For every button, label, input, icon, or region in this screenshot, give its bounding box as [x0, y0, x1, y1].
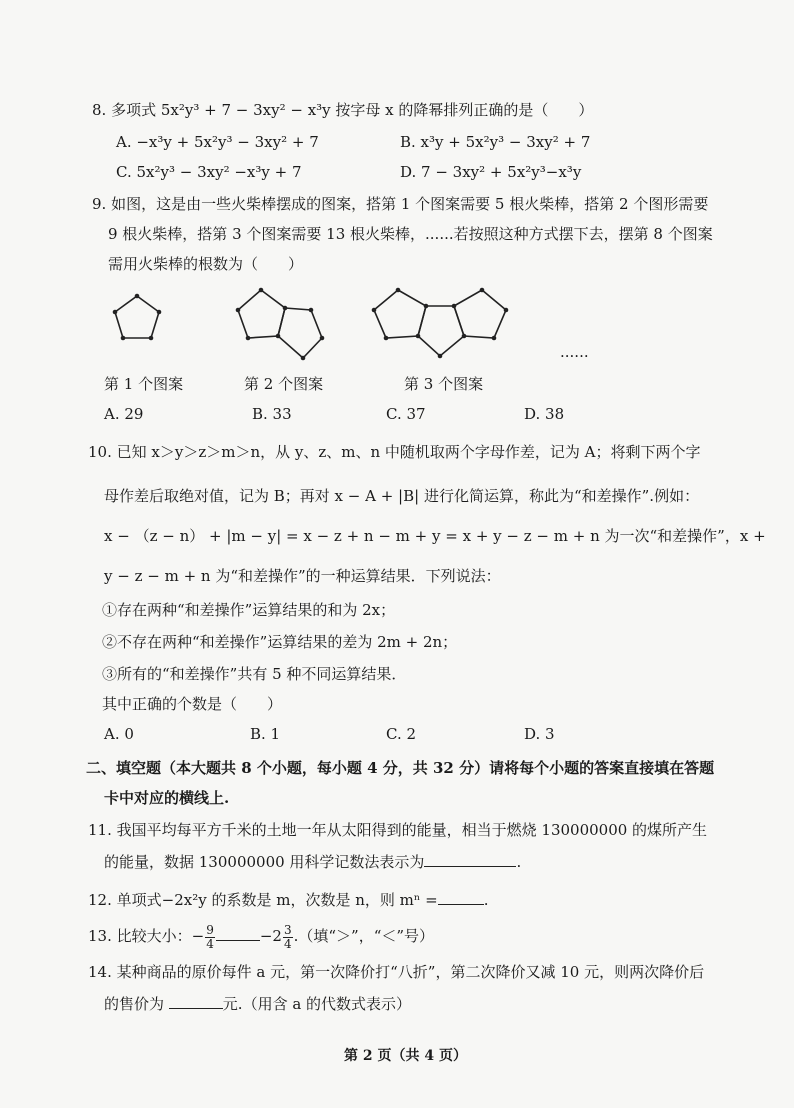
q9-option-c: C. 37: [386, 405, 426, 423]
q10-question: 其中正确的个数是（ ）: [102, 695, 283, 713]
page-footer: 第 2 页（共 4 页）: [344, 1048, 467, 1064]
q9-stem-line2: 9 根火柴棒，搭第 3 个图案需要 13 根火柴棒，......若按照这种方式摆下去，摆第 8 个图案: [108, 225, 713, 243]
pattern3-pentagon-right: [454, 290, 506, 338]
q9-figure-label-1: 第 1 个图案: [104, 375, 184, 393]
q8-stem: 8. 多项式 5x²y³ + 7 − 3xy² − x³y 按字母 x 的降幂排列正确的是（ ）: [92, 101, 594, 119]
q9-figure-label-2: 第 2 个图案: [244, 375, 324, 393]
q9-option-d: D. 38: [524, 405, 565, 423]
q8-option-d: D. 7 − 3xy² + 5x²y³−x³y: [400, 163, 582, 181]
q10-line3: x − （z − n） + |m − y| = x − z + n − m + y = x + y − z − m + n 为一次“和差操作”，x +: [104, 527, 766, 545]
pattern2-pentagon-up: [238, 290, 285, 338]
pattern1-pentagon: [115, 296, 159, 338]
section2-heading-line1: 二、填空题（本大题共 8 个小题，每小题 4 分，共 32 分）请将每个小题的答案直接填在答题: [86, 759, 715, 777]
q14-line2: [104, 994, 411, 1014]
q9-pattern-figure: [90, 280, 590, 380]
q11-answer-blank[interactable]: [424, 852, 516, 867]
q13-text: 13. 比较大小：−: [88, 927, 205, 945]
q13-answer-blank[interactable]: [216, 926, 260, 941]
section2-heading-line2: 卡中对应的横线上.: [104, 789, 230, 807]
q10-option-d: D. 3: [524, 725, 555, 743]
q14-answer-blank[interactable]: [169, 994, 223, 1009]
q10-statement-1: ①存在两种“和差操作”运算结果的和为 2x；: [102, 601, 396, 619]
q8-option-c: C. 5x²y³ − 3xy² −x³y + 7: [116, 163, 302, 181]
q10-line4: y − z − m + n 为“和差操作”的一种运算结果．下列说法：: [104, 567, 501, 585]
q11-line2-end: .: [516, 853, 522, 871]
q13-end: .（填“＞”，“＜”号）: [293, 927, 435, 945]
pattern2-pentagon-down: [278, 308, 322, 358]
q12-answer-blank[interactable]: [438, 890, 484, 905]
q9-figure-label-3: 第 3 个图案: [404, 375, 484, 393]
q12-line: [88, 890, 488, 910]
q9-option-b: B. 33: [252, 405, 292, 423]
q10-option-c: C. 2: [386, 725, 417, 743]
q10-statement-3: ③所有的“和差操作”共有 5 种不同运算结果．: [102, 665, 407, 683]
q11-line1: 11. 我国平均每平方千米的土地一年从太阳得到的能量，相当于燃烧 130000000 的煤所产生: [88, 821, 708, 839]
q13-fraction-1: $\frac{9}{4}$: [206, 922, 214, 951]
q12-text: 12. 单项式−2x²y 的系数是 m，次数是 n，则 mⁿ =: [88, 891, 438, 909]
q9-ellipsis: ......: [560, 343, 589, 361]
q8-option-a: A. −x³y + 5x²y³ − 3xy² + 7: [116, 133, 319, 151]
q9-stem-line3: 需用火柴棒的根数为（ ）: [108, 255, 304, 273]
q14-line1: 14. 某种商品的原价每件 a 元，第一次降价打“八折”，第二次降价又减 10 元，则两次降价后: [88, 963, 705, 981]
q8-option-b: B. x³y + 5x²y³ − 3xy² + 7: [400, 133, 591, 151]
q10-option-a: A. 0: [104, 725, 134, 743]
q9-stem-line1: 9. 如图，这是由一些火柴棒摆成的图案，搭第 1 个图案需要 5 根火柴棒，搭第 2 个图形需要: [92, 195, 709, 213]
q13-line: [88, 922, 434, 951]
q14-end: 元.（用含 a 的代数式表示）: [222, 995, 412, 1013]
pattern3-pentagon-left: [374, 290, 426, 338]
q10-option-b: B. 1: [250, 725, 281, 743]
q9-option-a: A. 29: [104, 405, 144, 423]
q13-fraction-2: $\frac{3}{4}$: [283, 922, 292, 951]
q13-mixed-whole: −2: [259, 927, 282, 945]
q11-line2-text: 的能量，数据 130000000 用科学记数法表示为: [104, 853, 425, 871]
q12-end: .: [483, 891, 489, 909]
q10-line2: 母作差后取绝对值，记为 B；再对 x − A + |B| 进行化简运算，称此为“和差操作”.例如：: [104, 487, 700, 505]
q10-statement-2: ②不存在两种“和差操作”运算结果的差为 2m + 2n；: [102, 633, 458, 651]
q10-line1: 10. 已知 x＞y＞z＞m＞n，从 y、z、m、n 中随机取两个字母作差，记为 A；将剩下两个字: [88, 443, 701, 461]
q14-text: 的售价为: [104, 995, 165, 1013]
q11-line2: [104, 852, 521, 872]
